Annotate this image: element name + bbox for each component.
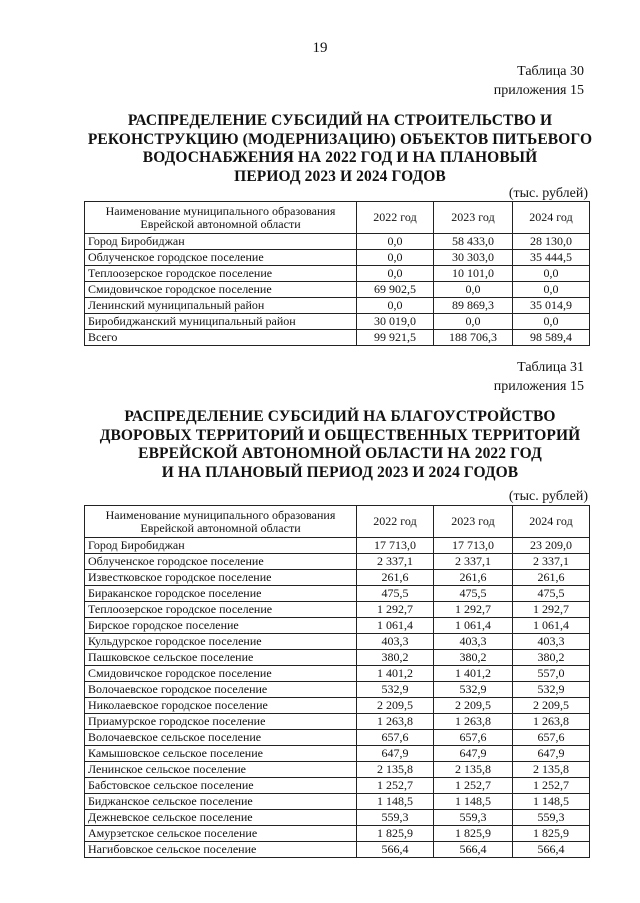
row-name: Бабстовское сельское поселение bbox=[85, 778, 357, 794]
value-2024: 2 337,1 bbox=[513, 554, 590, 570]
value-2024: 1 825,9 bbox=[513, 826, 590, 842]
row-name: Биджанское сельское поселение bbox=[85, 794, 357, 810]
table-row bbox=[85, 570, 590, 586]
table-row bbox=[85, 618, 590, 634]
title-line: ДВОРОВЫХ ТЕРРИТОРИЙ И ОБЩЕСТВЕННЫХ ТЕРРИТОРИЙ bbox=[99, 426, 581, 444]
value-2023: 1 148,5 bbox=[434, 794, 513, 810]
value-2023: 261,6 bbox=[434, 570, 513, 586]
value-2024: 0,0 bbox=[513, 266, 590, 282]
table-header-row bbox=[85, 506, 590, 538]
header-municipality: Наименование муниципального образования Еврейской автономной области bbox=[85, 506, 357, 538]
row-name: Камышовское сельское поселение bbox=[85, 746, 357, 762]
value-2024: 1 252,7 bbox=[513, 778, 590, 794]
value-2023: 17 713,0 bbox=[434, 538, 513, 554]
value-2022: 1 401,2 bbox=[357, 666, 434, 682]
table-row bbox=[85, 746, 590, 762]
value-2022: 0,0 bbox=[357, 250, 434, 266]
table-row bbox=[85, 842, 590, 858]
table31 bbox=[84, 505, 590, 858]
header-2024: 2024 год bbox=[513, 506, 590, 538]
value-2022: 0,0 bbox=[357, 298, 434, 314]
value-2023: 2 337,1 bbox=[434, 554, 513, 570]
value-2023: 0,0 bbox=[434, 282, 513, 298]
value-2023: 1 292,7 bbox=[434, 602, 513, 618]
table-row bbox=[85, 282, 590, 298]
table31-ref-line1: Таблица 31 bbox=[517, 360, 584, 375]
value-2022: 380,2 bbox=[357, 650, 434, 666]
value-2023: 532,9 bbox=[434, 682, 513, 698]
row-name: Ленинское сельское поселение bbox=[85, 762, 357, 778]
header-2023: 2023 год bbox=[434, 202, 513, 234]
title-line: РАСПРЕДЕЛЕНИЕ СУБСИДИЙ НА БЛАГОУСТРОЙСТВО bbox=[124, 408, 556, 425]
table-row bbox=[85, 234, 590, 250]
value-2024: 403,3 bbox=[513, 634, 590, 650]
header-municipality: Наименование муниципального образования Еврейской автономной области bbox=[85, 202, 357, 234]
table30-ref-line1: Таблица 30 bbox=[517, 64, 584, 79]
table31-reference bbox=[494, 358, 584, 396]
value-2022: 69 902,5 bbox=[357, 282, 434, 298]
value-2024: 0,0 bbox=[513, 282, 590, 298]
value-2024: 1 061,4 bbox=[513, 618, 590, 634]
value-2024: 557,0 bbox=[513, 666, 590, 682]
table-row bbox=[85, 554, 590, 570]
table-row bbox=[85, 714, 590, 730]
value-2022: 0,0 bbox=[357, 234, 434, 250]
table-row bbox=[85, 602, 590, 618]
value-2024: 23 209,0 bbox=[513, 538, 590, 554]
value-2022: 532,9 bbox=[357, 682, 434, 698]
header-2022: 2022 год bbox=[357, 202, 434, 234]
value-2024: 1 148,5 bbox=[513, 794, 590, 810]
table-row bbox=[85, 298, 590, 314]
value-2023: 1 252,7 bbox=[434, 778, 513, 794]
value-2023: 657,6 bbox=[434, 730, 513, 746]
value-2022: 2 337,1 bbox=[357, 554, 434, 570]
value-2024: 657,6 bbox=[513, 730, 590, 746]
value-2024: 0,0 bbox=[513, 314, 590, 330]
value-2023: 1 263,8 bbox=[434, 714, 513, 730]
table-row bbox=[85, 586, 590, 602]
table-row bbox=[85, 778, 590, 794]
value-2024: 475,5 bbox=[513, 586, 590, 602]
value-2023: 559,3 bbox=[434, 810, 513, 826]
value-2023: 647,9 bbox=[434, 746, 513, 762]
value-2023: 2 135,8 bbox=[434, 762, 513, 778]
table-row bbox=[85, 634, 590, 650]
value-2022: 566,4 bbox=[357, 842, 434, 858]
row-name: Теплоозерское городское поселение bbox=[85, 266, 357, 282]
value-2024: 2 135,8 bbox=[513, 762, 590, 778]
table-row bbox=[85, 666, 590, 682]
table-row bbox=[85, 250, 590, 266]
header-2022: 2022 год bbox=[357, 506, 434, 538]
value-2024: 1 292,7 bbox=[513, 602, 590, 618]
row-name: Облученское городское поселение bbox=[85, 554, 357, 570]
value-2023: 58 433,0 bbox=[434, 234, 513, 250]
value-2023: 10 101,0 bbox=[434, 266, 513, 282]
row-name: Облученское городское поселение bbox=[85, 250, 357, 266]
value-2022: 403,3 bbox=[357, 634, 434, 650]
value-2022: 1 252,7 bbox=[357, 778, 434, 794]
title-line: ЕВРЕЙСКОЙ АВТОНОМНОЙ ОБЛАСТИ НА 2022 ГОД bbox=[138, 445, 542, 462]
value-2023: 188 706,3 bbox=[434, 330, 513, 346]
value-2022: 1 292,7 bbox=[357, 602, 434, 618]
value-2024: 1 263,8 bbox=[513, 714, 590, 730]
value-2023: 1 061,4 bbox=[434, 618, 513, 634]
table-row bbox=[85, 762, 590, 778]
row-name: Кульдурское городское поселение bbox=[85, 634, 357, 650]
row-name: Пашковское сельское поселение bbox=[85, 650, 357, 666]
table-header-row bbox=[85, 202, 590, 234]
table31-title bbox=[60, 408, 620, 482]
value-2022: 1 148,5 bbox=[357, 794, 434, 810]
value-2024: 559,3 bbox=[513, 810, 590, 826]
row-name: Смидовичское городское поселение bbox=[85, 666, 357, 682]
table-row bbox=[85, 730, 590, 746]
value-2022: 1 263,8 bbox=[357, 714, 434, 730]
table30-units: (тыс. рублей) bbox=[508, 186, 588, 201]
value-2022: 261,6 bbox=[357, 570, 434, 586]
page-number: 19 bbox=[312, 40, 328, 56]
row-name: Бираканское городское поселение bbox=[85, 586, 357, 602]
row-name: Нагибовское сельское поселение bbox=[85, 842, 357, 858]
value-2024: 380,2 bbox=[513, 650, 590, 666]
value-2022: 475,5 bbox=[357, 586, 434, 602]
value-2022: 99 921,5 bbox=[357, 330, 434, 346]
value-2023: 475,5 bbox=[434, 586, 513, 602]
title-line: И НА ПЛАНОВЫЙ ПЕРИОД 2023 И 2024 ГОДОВ bbox=[161, 463, 519, 481]
row-name: Бирское городское поселение bbox=[85, 618, 357, 634]
table-row bbox=[85, 682, 590, 698]
value-2023: 2 209,5 bbox=[434, 698, 513, 714]
value-2024: 532,9 bbox=[513, 682, 590, 698]
header-2023: 2023 год bbox=[434, 506, 513, 538]
table-row bbox=[85, 538, 590, 554]
row-name: Известковское городское поселение bbox=[85, 570, 357, 586]
row-name: Теплоозерское городское поселение bbox=[85, 602, 357, 618]
table30-reference bbox=[494, 62, 584, 100]
value-2022: 1 825,9 bbox=[357, 826, 434, 842]
value-2022: 0,0 bbox=[357, 266, 434, 282]
table31-ref-line2: приложения 15 bbox=[493, 379, 584, 394]
row-name: Волочаевское сельское поселение bbox=[85, 730, 357, 746]
value-2023: 89 869,3 bbox=[434, 298, 513, 314]
value-2022: 30 019,0 bbox=[357, 314, 434, 330]
value-2023: 380,2 bbox=[434, 650, 513, 666]
table-row bbox=[85, 266, 590, 282]
row-name: Амурзетское сельское поселение bbox=[85, 826, 357, 842]
table-row bbox=[85, 650, 590, 666]
value-2023: 1 401,2 bbox=[434, 666, 513, 682]
table-row bbox=[85, 810, 590, 826]
table-row bbox=[85, 826, 590, 842]
value-2022: 2 135,8 bbox=[357, 762, 434, 778]
value-2024: 28 130,0 bbox=[513, 234, 590, 250]
value-2024: 35 014,9 bbox=[513, 298, 590, 314]
row-name: Биробиджанский муниципальный район bbox=[85, 314, 357, 330]
row-name: Николаевское городское поселение bbox=[85, 698, 357, 714]
title-line: РАСПРЕДЕЛЕНИЕ СУБСИДИЙ НА СТРОИТЕЛЬСТВО И bbox=[127, 112, 553, 129]
value-2023: 0,0 bbox=[434, 314, 513, 330]
title-line: ВОДОСНАБЖЕНИЯ НА 2022 ГОД И НА ПЛАНОВЫЙ bbox=[142, 149, 538, 166]
value-2022: 17 713,0 bbox=[357, 538, 434, 554]
table-total-row bbox=[85, 330, 590, 346]
table30 bbox=[84, 201, 590, 346]
table31-units: (тыс. рублей) bbox=[508, 489, 588, 504]
row-name: Всего bbox=[85, 330, 357, 346]
row-name: Ленинский муниципальный район bbox=[85, 298, 357, 314]
value-2024: 2 209,5 bbox=[513, 698, 590, 714]
title-line: РЕКОНСТРУКЦИЮ (МОДЕРНИЗАЦИЮ) ОБЪЕКТОВ ПИТЬЕВОГО bbox=[87, 130, 593, 148]
row-name: Смидовичское городское поселение bbox=[85, 282, 357, 298]
value-2024: 261,6 bbox=[513, 570, 590, 586]
table-row bbox=[85, 698, 590, 714]
row-name: Дежневское сельское поселение bbox=[85, 810, 357, 826]
row-name: Город Биробиджан bbox=[85, 538, 357, 554]
value-2022: 2 209,5 bbox=[357, 698, 434, 714]
value-2022: 1 061,4 bbox=[357, 618, 434, 634]
value-2022: 647,9 bbox=[357, 746, 434, 762]
value-2024: 647,9 bbox=[513, 746, 590, 762]
value-2024: 98 589,4 bbox=[513, 330, 590, 346]
table-row bbox=[85, 314, 590, 330]
table-row bbox=[85, 794, 590, 810]
value-2022: 559,3 bbox=[357, 810, 434, 826]
table30-ref-line2: приложения 15 bbox=[493, 83, 584, 98]
header-2024: 2024 год bbox=[513, 202, 590, 234]
table30-title bbox=[60, 112, 620, 186]
value-2022: 657,6 bbox=[357, 730, 434, 746]
value-2024: 566,4 bbox=[513, 842, 590, 858]
value-2024: 35 444,5 bbox=[513, 250, 590, 266]
value-2023: 1 825,9 bbox=[434, 826, 513, 842]
title-line: ПЕРИОД 2023 И 2024 ГОДОВ bbox=[234, 167, 446, 185]
row-name: Приамурское городское поселение bbox=[85, 714, 357, 730]
row-name: Город Биробиджан bbox=[85, 234, 357, 250]
value-2023: 30 303,0 bbox=[434, 250, 513, 266]
row-name: Волочаевское городское поселение bbox=[85, 682, 357, 698]
value-2023: 403,3 bbox=[434, 634, 513, 650]
value-2023: 566,4 bbox=[434, 842, 513, 858]
